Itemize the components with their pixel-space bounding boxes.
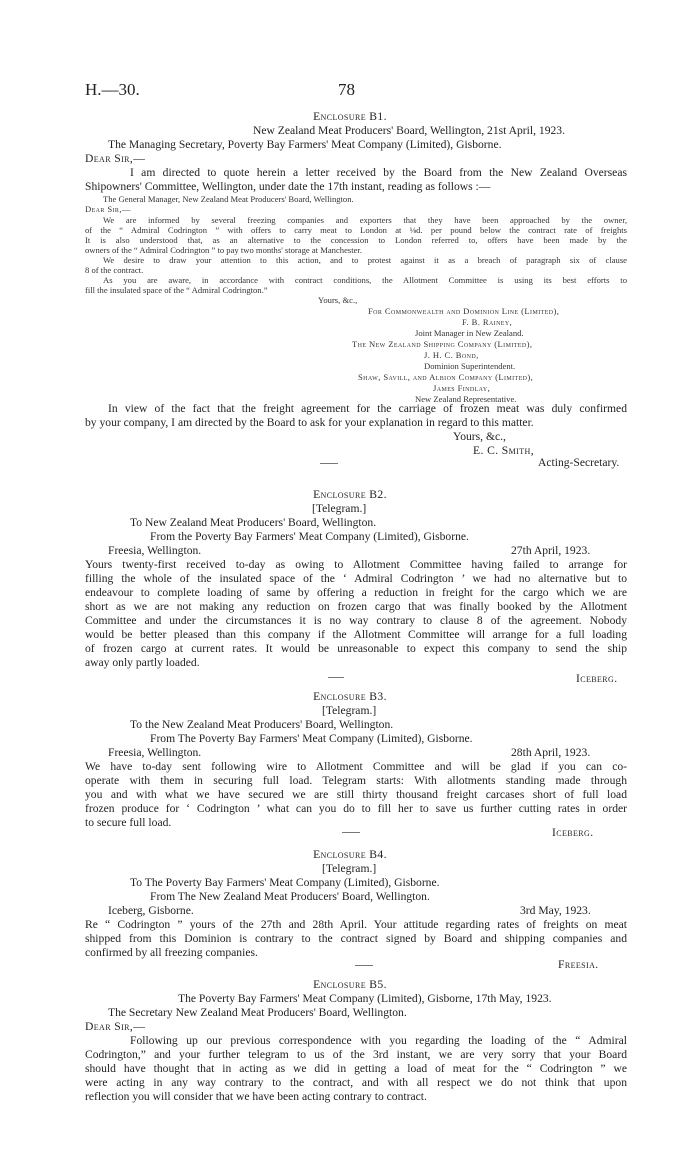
enclosure-b5-line: Codrington,” and your further telegram to us of the 3rd instant, we are very sorry that your Board: [85, 1048, 627, 1061]
enclosure-b2-line: endeavour to complete loading of same by offering a reduction in freight for the cargo which we are: [85, 586, 627, 599]
document-reference: H.—30.: [85, 80, 140, 99]
enclosure-b3-telegram-label: [Telegram.]: [322, 704, 377, 717]
enclosure-b2-to: To New Zealand Meat Producers' Board, Wellington.: [130, 516, 377, 529]
enclosure-b1-closing: Yours, &c.,: [453, 430, 506, 443]
enclosure-b3-line: you and with what we have secured we are still thirty thousand freight carcases short of full load: [85, 788, 627, 801]
enclosure-b1-heading: Enclosure B1.: [313, 110, 387, 123]
section-divider: [355, 965, 373, 966]
enclosure-b5-salutation: Dear Sir,—: [85, 1020, 146, 1033]
enclosure-b3-heading: Enclosure B3.: [313, 690, 387, 703]
enclosure-b2-line: Committee and under the circumstances it is no way contrary to clause 8 of the agreement. Nobody: [85, 614, 627, 627]
enclosure-b5-line: were acting in any way contrary to the contract, and with all respect we do not think that upon: [85, 1076, 627, 1089]
enclosure-b5-line: reflection you will consider that we have been acting contrary to contract.: [85, 1090, 427, 1103]
quoted-letter-line: It is also understood that, as an alternative to the concession to London referred to, offers have been made by the: [85, 235, 627, 245]
enclosure-b2-date: 27th April, 1923.: [511, 544, 591, 557]
enclosure-b4-line: confirmed by all freezing companies.: [85, 946, 258, 959]
enclosure-b2-line: of frozen cargo at current rates. It would be unreasonable to expect this company to send the ship: [85, 642, 627, 655]
enclosure-b1-signer: E. C. Smith,: [473, 444, 534, 457]
quoted-letter-line: owners of the “ Admiral Codrington ” to pay two months' storage at Manchester.: [85, 245, 362, 255]
enclosure-b5-place-date: The Poverty Bay Farmers' Meat Company (Limited), Gisborne, 17th May, 1923.: [178, 992, 552, 1005]
enclosure-b4-signature: Freesia.: [558, 958, 599, 971]
enclosure-b5-heading: Enclosure B5.: [313, 978, 387, 991]
enclosure-b3-line: We have to-day sent following wire to Allotment Committee and will be glad if you can co-: [85, 760, 627, 773]
enclosure-b3-line: operate with them in securing full load. Telegram starts: With allotments standing made through: [85, 774, 627, 787]
enclosure-b3-from: From The Poverty Bay Farmers' Meat Company (Limited), Gisborne.: [150, 732, 473, 745]
enclosure-b5-line: Following up our previous correspondence with you regarding the loading of the “ Admiral: [130, 1034, 627, 1047]
quoted-letter-salutation: Dear Sir,—: [85, 204, 131, 214]
section-divider: [320, 463, 338, 464]
section-divider: [328, 677, 344, 678]
enclosure-b4-heading: Enclosure B4.: [313, 848, 387, 861]
enclosure-b4-from: From The New Zealand Meat Producers' Board, Wellington.: [150, 890, 430, 903]
quoted-letter-line: fill the insulated space of the “ Admiral Codrington.”: [85, 285, 268, 295]
section-divider: [342, 832, 360, 833]
enclosure-b2-line: would be better pleased than this company if the Allotment Committee will arrange for a full loading: [85, 628, 627, 641]
enclosure-b5-line: should have thought that in acting as we did in getting a load of meat for the “ Codrington ” we: [85, 1062, 627, 1075]
enclosure-b1-para2-line: by your company, I am directed by the Board to ask for your explanation in regard to this matter.: [85, 416, 534, 429]
enclosure-b2-signature: Iceberg.: [576, 672, 618, 685]
quoted-letter-line: As you are aware, in accordance with contract conditions, the Allotment Committee is using its best efforts to: [103, 275, 627, 285]
enclosure-b2-line: away only partly loaded.: [85, 656, 200, 669]
signatory-line: Shaw, Savill, and Albion Company (Limited),: [358, 372, 534, 382]
enclosure-b4-date: 3rd May, 1923.: [520, 904, 591, 917]
signatory-title: Dominion Superintendent.: [424, 361, 516, 371]
enclosure-b3-origin: Freesia, Wellington.: [108, 746, 202, 759]
enclosure-b3-to: To the New Zealand Meat Producers' Board, Wellington.: [130, 718, 394, 731]
enclosure-b1-para-line: Shipowners' Committee, Wellington, under date the 17th instant, reading as follows :—: [85, 180, 491, 193]
enclosure-b2-origin: Freesia, Wellington.: [108, 544, 202, 557]
enclosure-b4-origin: Iceberg, Gisborne.: [108, 904, 194, 917]
enclosure-b2-from: From the Poverty Bay Farmers' Meat Company (Limited), Gisborne.: [150, 530, 469, 543]
enclosure-b5-addressee: The Secretary New Zealand Meat Producers' Board, Wellington.: [108, 1006, 407, 1019]
enclosure-b3-line: to secure full load.: [85, 816, 172, 829]
enclosure-b4-telegram-label: [Telegram.]: [322, 862, 377, 875]
page-number: 78: [338, 80, 355, 99]
enclosure-b2-line: Yours twenty-first received to-day as owing to Allotment Committee having failed to arrange for: [85, 558, 627, 571]
quoted-letter-addressee: The General Manager, New Zealand Meat Producers' Board, Wellington.: [103, 194, 354, 204]
enclosure-b4-line: Re “ Codrington ” yours of the 27th and 28th April. Your attitude regarding rates of freights on meat: [85, 918, 627, 931]
enclosure-b1-signer-title: Acting-Secretary.: [538, 456, 620, 469]
enclosure-b1-place-date: New Zealand Meat Producers' Board, Wellington, 21st April, 1923.: [253, 124, 565, 137]
enclosure-b2-heading: Enclosure B2.: [313, 488, 387, 501]
enclosure-b2-line: short as we are not making any reduction on frozen cargo that was finally booked by the Allotment: [85, 600, 627, 613]
enclosure-b1-salutation: Dear Sir,—: [85, 152, 146, 165]
quoted-letter-line: We are informed by several freezing companies and exporters that they have been approached by the owner,: [103, 215, 627, 225]
enclosure-b4-to: To The Poverty Bay Farmers' Meat Company (Limited), Gisborne.: [130, 876, 440, 889]
signatory-name: J. H. C. Bond,: [424, 350, 479, 360]
enclosure-b3-date: 28th April, 1923.: [511, 746, 591, 759]
enclosure-b1-addressee: The Managing Secretary, Poverty Bay Farmers' Meat Company (Limited), Gisborne.: [108, 138, 502, 151]
quoted-letter-line: We desire to draw your attention to this action, and to protest against it as a breach of paragraph six of clause: [103, 255, 627, 265]
enclosure-b1-para2-line: In view of the fact that the freight agreement for the carriage of frozen meat was duly confirmed: [108, 402, 627, 415]
signatory-title: Joint Manager in New Zealand.: [415, 328, 524, 338]
quoted-letter-closing: Yours, &c.,: [318, 295, 358, 305]
signatory-line: For Commonwealth and Dominion Line (Limited),: [368, 306, 560, 316]
signatory-title: New Zealand Representative.: [415, 394, 517, 404]
enclosure-b2-line: filling the whole of the insulated space of the ‘ Admiral Codrington ’ we had no alternative but to: [85, 572, 627, 585]
quoted-letter-line: of the “ Admiral Codrington ” with offers to carry meat to London at ⅛d. per pound below the contract rate of freights: [85, 225, 627, 235]
enclosure-b3-signature: Iceberg.: [552, 826, 594, 839]
enclosure-b4-line: shipped from this Dominion is contrary to the contract signed by Board and shipping companies and: [85, 932, 627, 945]
enclosure-b3-line: frozen produce for ‘ Codrington ’ what can you do to fill her to save us further cutting rates in order: [85, 802, 627, 815]
enclosure-b2-telegram-label: [Telegram.]: [312, 502, 367, 515]
signatory-line: The New Zealand Shipping Company (Limited),: [352, 339, 533, 349]
enclosure-b1-para-line: I am directed to quote herein a letter received by the Board from the New Zealand Overseas: [130, 166, 627, 179]
signatory-name: James Findlay,: [433, 383, 491, 393]
quoted-letter-line: 8 of the contract.: [85, 265, 144, 275]
signatory-name: F. B. Rainey,: [462, 317, 513, 327]
